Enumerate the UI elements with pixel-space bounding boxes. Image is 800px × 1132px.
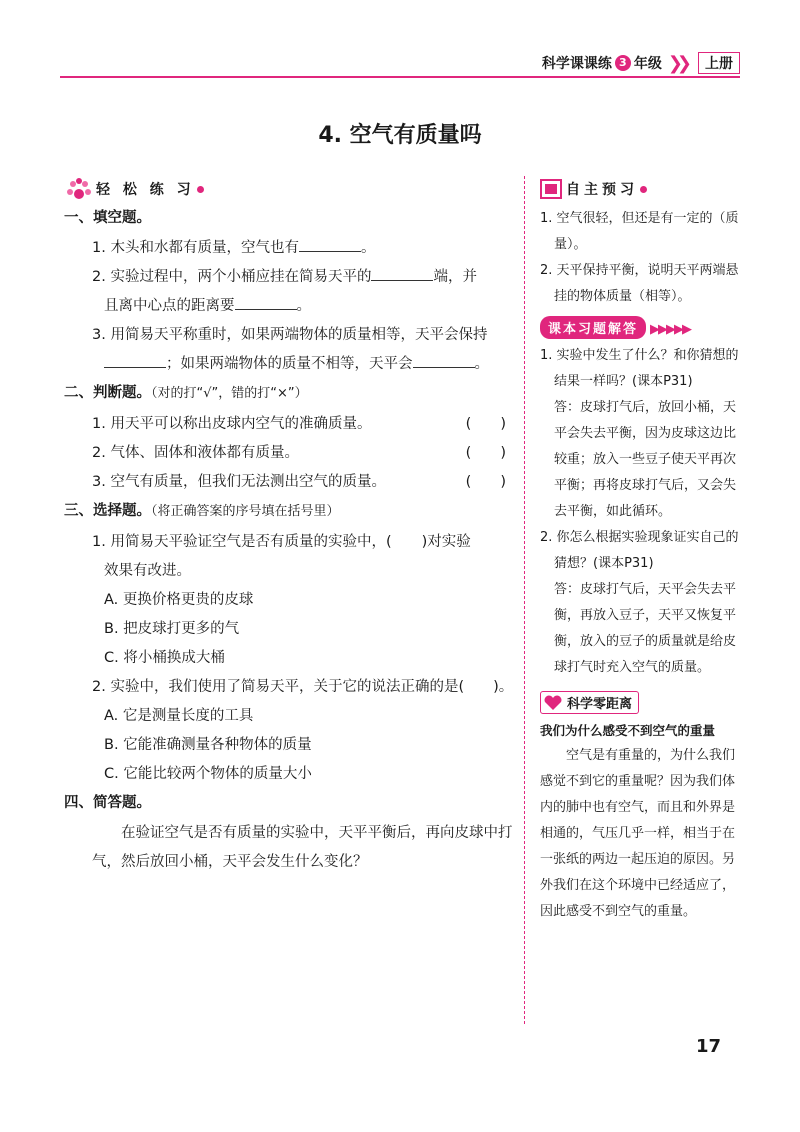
book-icon	[540, 179, 562, 199]
judge-item	[64, 468, 514, 497]
double-chevron-icon: ❯❯	[667, 52, 686, 74]
sidebar-column	[540, 176, 740, 925]
answer-text: 答：皮球打气后，天平会失去平衡，再放入豆子，天平又恢复平衡，放入的豆子的质量就是给皮球打气时充入空气的质量。	[554, 582, 737, 675]
fill-q2-text: 2. 实验过程中，两个小桶应挂在简易天平的	[92, 269, 372, 285]
heart-icon	[543, 695, 563, 711]
header-info	[542, 52, 740, 74]
section-label-practice: 轻 松 练 习	[96, 182, 195, 198]
dot-icon	[640, 186, 647, 193]
answer-question: 1. 实验中发生了什么？和你猜想的结果一样吗？(课本P31)	[540, 348, 739, 389]
header-rule	[60, 76, 740, 78]
answer-blank[interactable]	[413, 353, 475, 368]
fill-q2-text-c: 且离中心点的距离要	[104, 298, 235, 314]
judge-item	[64, 439, 514, 468]
triangle-arrows-icon: ▶▶▶▶▶	[650, 322, 691, 337]
fill-q3-text-b: ；如果两端物体的质量不相等，天平会	[166, 356, 413, 372]
fill-q3	[64, 321, 514, 350]
grade-label: 年级	[633, 56, 662, 72]
judge-note: （对的打“√”，错的打“×”）	[151, 386, 308, 401]
fill-q3-cont: ；如果两端物体的质量不相等，天平会 。	[64, 350, 514, 379]
judge-heading	[64, 381, 514, 406]
volume-label: 上册	[698, 52, 740, 74]
choice-heading-text: 三、选择题。	[64, 503, 151, 519]
choice-q1-cont: 效果有改进。	[104, 563, 191, 579]
essay-question: 在验证空气是否有质量的实验中，天平平衡后，再向皮球中打气，然后放回小桶，天平会发生什么变化？	[92, 825, 513, 870]
choice-option: B. 把皮球打更多的气	[104, 621, 240, 637]
lesson-title: 4. 空气有质量吗	[318, 123, 482, 148]
fill-q2	[64, 263, 514, 292]
science-text: 空气是有重量的，为什么我们感觉不到它的重量呢？因为我们体内的肺中也有空气，而且和外界是相通的，气压几乎一样，相当于在一张纸的两边一起压迫的原因。另外我们在这个环境中已经适应了，因此感受不到空气的重量。	[540, 747, 736, 919]
choice-heading	[64, 499, 514, 524]
book-title: 科学课课练	[541, 56, 612, 72]
fill-heading: 一、填空题。	[64, 210, 151, 226]
flower-icon	[64, 178, 94, 200]
judge-item-text: 1. 用天平可以称出皮球内空气的准确质量。	[92, 416, 372, 432]
choice-option: C. 将小桶换成大桶	[104, 650, 225, 666]
section-header-preview	[540, 176, 740, 202]
answer-text: 答：皮球打气后，放回小桶，天平会失去平衡，因为皮球这边比较重；放入一些豆子使天平再次平衡；再将皮球打气后，又会失去平衡，如此循环。	[554, 400, 737, 519]
fill-q1: 1. 木头和水都有质量，空气也有 。	[64, 234, 514, 263]
page-header	[60, 44, 740, 80]
choice-option: A. 它是测量长度的工具	[104, 708, 254, 724]
choice-option: A. 更换价格更贵的皮球	[104, 592, 254, 608]
preview-item: 2. 天平保持平衡，说明天平两端悬挂的物体质量（相等）。	[540, 263, 739, 304]
answers-banner: 课本习题解答	[540, 316, 646, 339]
fill-q2-text-b: 端，并	[433, 269, 477, 285]
judge-heading-text: 二、判断题。	[64, 385, 151, 401]
choice-option: B. 它能准确测量各种物体的质量	[104, 737, 312, 753]
choice-q1	[64, 528, 514, 557]
judge-item-text: 3. 空气有质量，但我们无法测出空气的质量。	[92, 474, 386, 490]
science-label: 科学零距离	[567, 697, 633, 712]
fill-q2-cont: 且离中心点的距离要 。	[64, 292, 514, 321]
answer-question: 2. 你怎么根据实验现象证实自己的猜想？(课本P31)	[540, 530, 739, 571]
answer-blank[interactable]	[371, 266, 433, 281]
grade-badge: 3	[615, 55, 631, 71]
choice-note: （将正确答案的序号填在括号里）	[151, 504, 340, 519]
answer-blank[interactable]	[235, 295, 297, 310]
judge-item	[64, 410, 514, 439]
fill-q3-text: 3. 用简易天平称重时，如果两端物体的质量相等，天平会保持	[92, 327, 488, 343]
answer-paren[interactable]: ( )	[465, 445, 506, 461]
choice-q2: 2. 实验中，我们使用了简易天平，关于它的说法正确的是( )。	[92, 679, 514, 695]
dot-icon	[197, 186, 204, 193]
section-label-preview: 自主预习	[566, 182, 638, 198]
judge-item-text: 2. 气体、固体和液体都有质量。	[92, 445, 299, 461]
choice-q1-text: 1. 用简易天平验证空气是否有质量的实验中，(	[92, 534, 392, 550]
exercise-column	[64, 176, 514, 877]
science-header	[540, 691, 639, 714]
page-number: 17	[696, 1036, 722, 1057]
answer-paren[interactable]: ( )	[465, 474, 506, 490]
answer-blank[interactable]	[104, 353, 166, 368]
section-header-practice	[64, 176, 514, 202]
fill-q1-text: 1. 木头和水都有质量，空气也有	[92, 240, 299, 256]
answer-blank[interactable]	[299, 237, 361, 252]
science-title: 我们为什么感受不到空气的重量	[540, 722, 716, 738]
answer-paren[interactable]: ( )	[465, 416, 506, 432]
preview-item: 1. 空气很轻，但还是有一定的（质量）。	[540, 211, 739, 252]
choice-option: C. 它能比较两个物体的质量大小	[104, 766, 312, 782]
choice-q1-text-b: )对实验	[421, 534, 471, 550]
essay-heading: 四、简答题。	[64, 795, 151, 811]
column-divider	[524, 176, 525, 1024]
